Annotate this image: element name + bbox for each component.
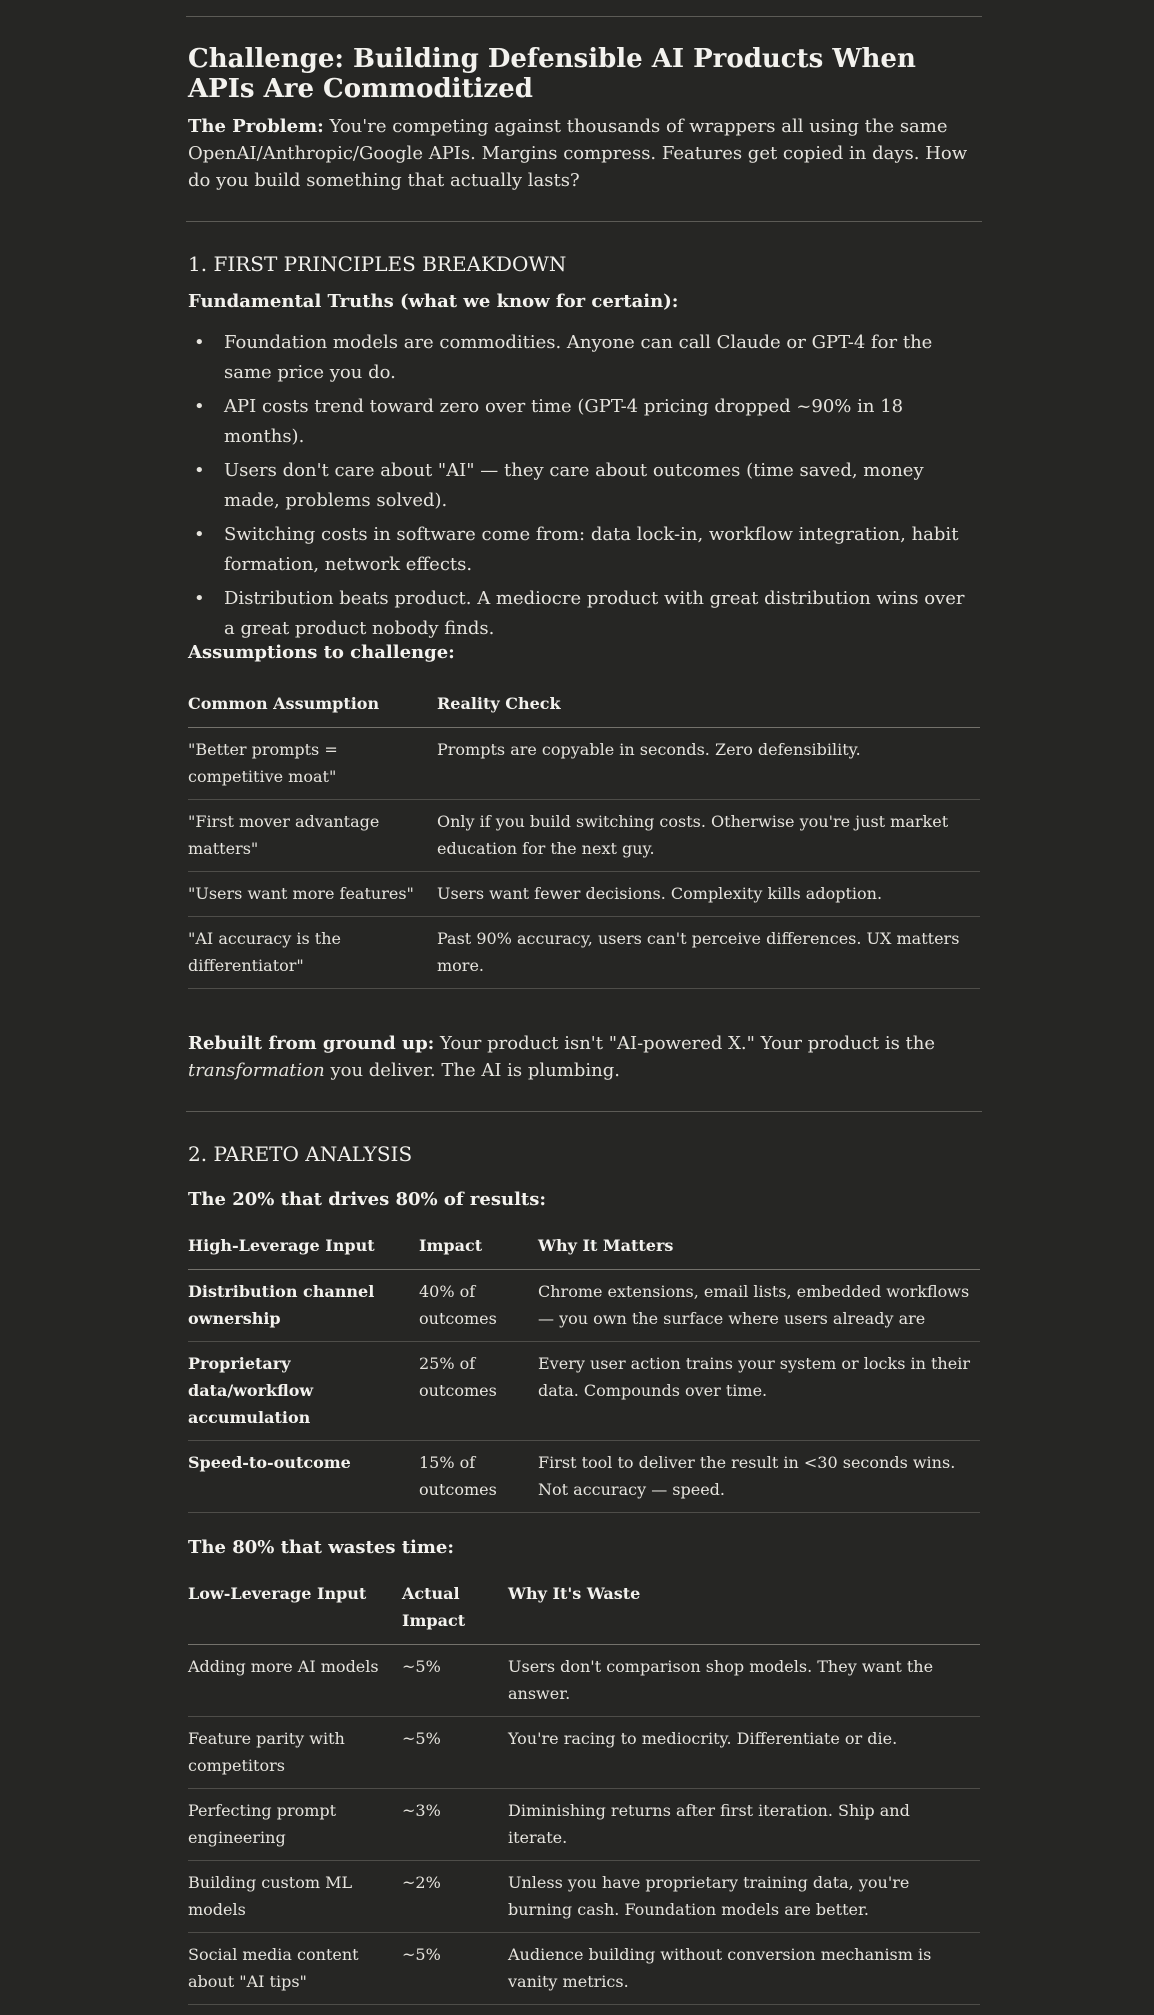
table-cell: "First mover advantage matters" bbox=[188, 800, 437, 872]
high-leverage-heading: The 20% that drives 80% of results: bbox=[188, 1189, 547, 1210]
table-cell: Only if you build switching costs. Otherwise you're just market education for the next guy. bbox=[437, 800, 980, 872]
assumptions-heading: Assumptions to challenge: bbox=[188, 642, 455, 663]
table-row bbox=[188, 1342, 980, 1441]
table-cell: ~5% bbox=[402, 1717, 508, 1789]
column-header: Reality Check bbox=[437, 690, 980, 728]
table-cell: Users don't comparison shop models. They want the answer. bbox=[508, 1645, 980, 1717]
table-row bbox=[188, 1645, 980, 1717]
table-cell: 40% of outcomes bbox=[419, 1270, 538, 1342]
column-header: Common Assumption bbox=[188, 690, 437, 728]
table-cell: You're racing to mediocrity. Differentiate or die. bbox=[508, 1717, 980, 1789]
rebuilt-emphasis: transformation bbox=[188, 1060, 325, 1081]
table-cell: Users want fewer decisions. Complexity kills adoption. bbox=[437, 872, 980, 917]
table-cell: Social media content about "AI tips" bbox=[188, 1933, 402, 2005]
table-row bbox=[188, 1717, 980, 1789]
low-leverage-heading: The 80% that wastes time: bbox=[188, 1537, 455, 1558]
problem-paragraph bbox=[188, 113, 980, 194]
rebuilt-text-end: you deliver. The AI is plumbing. bbox=[324, 1060, 620, 1081]
column-header: Actual Impact bbox=[402, 1580, 508, 1645]
table-row bbox=[188, 1933, 980, 2005]
table-cell: Feature parity with competitors bbox=[188, 1717, 402, 1789]
assumptions-table bbox=[188, 690, 980, 989]
divider-1 bbox=[186, 221, 982, 222]
table-cell: Diminishing returns after first iteration. Ship and iterate. bbox=[508, 1789, 980, 1861]
list-item: • Foundation models are commodities. Anyone can call Claude or GPT-4 for the same price you do. bbox=[188, 328, 980, 388]
table-cell: Prompts are copyable in seconds. Zero defensibility. bbox=[437, 728, 980, 800]
table-cell: Proprietary data/workflow accumulation bbox=[188, 1342, 419, 1441]
table-cell: "AI accuracy is the differentiator" bbox=[188, 917, 437, 989]
column-header: Why It Matters bbox=[538, 1232, 980, 1270]
table-cell: Chrome extensions, email lists, embedded workflows — you own the surface where users already are bbox=[538, 1270, 980, 1342]
truths-list bbox=[188, 328, 980, 648]
section-2-heading: 2. PARETO ANALYSIS bbox=[188, 1142, 413, 1166]
table-cell: ~3% bbox=[402, 1789, 508, 1861]
table-row bbox=[188, 1789, 980, 1861]
table-cell: Perfecting prompt engineering bbox=[188, 1789, 402, 1861]
rebuilt-text: Your product isn't "AI-powered X." Your product is the bbox=[434, 1033, 936, 1054]
table-cell: Every user action trains your system or locks in their data. Compounds over time. bbox=[538, 1342, 980, 1441]
page-title: Challenge: Building Defensible AI Products When APIs Are Commoditized bbox=[188, 44, 916, 104]
high-leverage-table bbox=[188, 1232, 980, 1513]
table-cell: "Better prompts = competitive moat" bbox=[188, 728, 437, 800]
rebuilt-label: Rebuilt from ground up: bbox=[188, 1033, 435, 1054]
table-cell: "Users want more features" bbox=[188, 872, 437, 917]
column-header: High-Leverage Input bbox=[188, 1232, 419, 1270]
section-1-heading: 1. FIRST PRINCIPLES BREAKDOWN bbox=[188, 252, 567, 276]
rebuilt-paragraph bbox=[188, 1030, 980, 1084]
problem-label: The Problem: bbox=[188, 116, 324, 137]
table-row bbox=[188, 1270, 980, 1342]
table-cell: Adding more AI models bbox=[188, 1645, 402, 1717]
table-cell: ~5% bbox=[402, 1645, 508, 1717]
table-cell: Audience building without conversion mechanism is vanity metrics. bbox=[508, 1933, 980, 2005]
table-row bbox=[188, 800, 980, 872]
table-cell: 15% of outcomes bbox=[419, 1441, 538, 1513]
column-header: Low-Leverage Input bbox=[188, 1580, 402, 1645]
table-cell: Distribution channel ownership bbox=[188, 1270, 419, 1342]
table-header-row bbox=[188, 690, 980, 728]
table-cell: Speed-to-outcome bbox=[188, 1441, 419, 1513]
list-item: • API costs trend toward zero over time (GPT-4 pricing dropped ~90% in 18 months). bbox=[188, 392, 980, 452]
table-row bbox=[188, 1861, 980, 1933]
table-cell: Past 90% accuracy, users can't perceive differences. UX matters more. bbox=[437, 917, 980, 989]
table-header-row bbox=[188, 1232, 980, 1270]
truths-heading: Fundamental Truths (what we know for certain): bbox=[188, 291, 679, 312]
top-divider bbox=[186, 16, 982, 17]
table-cell: 25% of outcomes bbox=[419, 1342, 538, 1441]
table-cell: First tool to deliver the result in <30 seconds wins. Not accuracy — speed. bbox=[538, 1441, 980, 1513]
table-cell: Unless you have proprietary training data, you're burning cash. Foundation models are better. bbox=[508, 1861, 980, 1933]
table-row bbox=[188, 728, 980, 800]
divider-2 bbox=[186, 1111, 982, 1112]
problem-text: You're competing against thousands of wrappers all using the same OpenAI/Anthropic/Google APIs. Margins compress. Features get copied in days. How do you build something that actually lasts? bbox=[188, 116, 968, 191]
column-header: Impact bbox=[419, 1232, 538, 1270]
column-header: Why It's Waste bbox=[508, 1580, 980, 1645]
list-item: • Users don't care about "AI" — they care about outcomes (time saved, money made, problems solved). bbox=[188, 456, 980, 516]
list-item: • Distribution beats product. A mediocre product with great distribution wins over a great product nobody finds. bbox=[188, 584, 980, 644]
table-row bbox=[188, 917, 980, 989]
table-row bbox=[188, 872, 980, 917]
table-header-row bbox=[188, 1580, 980, 1645]
table-cell: Building custom ML models bbox=[188, 1861, 402, 1933]
low-leverage-table bbox=[188, 1580, 980, 2005]
table-cell: ~2% bbox=[402, 1861, 508, 1933]
list-item: • Switching costs in software come from: data lock-in, workflow integration, habit formation, network effects. bbox=[188, 520, 980, 580]
table-row bbox=[188, 1441, 980, 1513]
table-cell: ~5% bbox=[402, 1933, 508, 2005]
